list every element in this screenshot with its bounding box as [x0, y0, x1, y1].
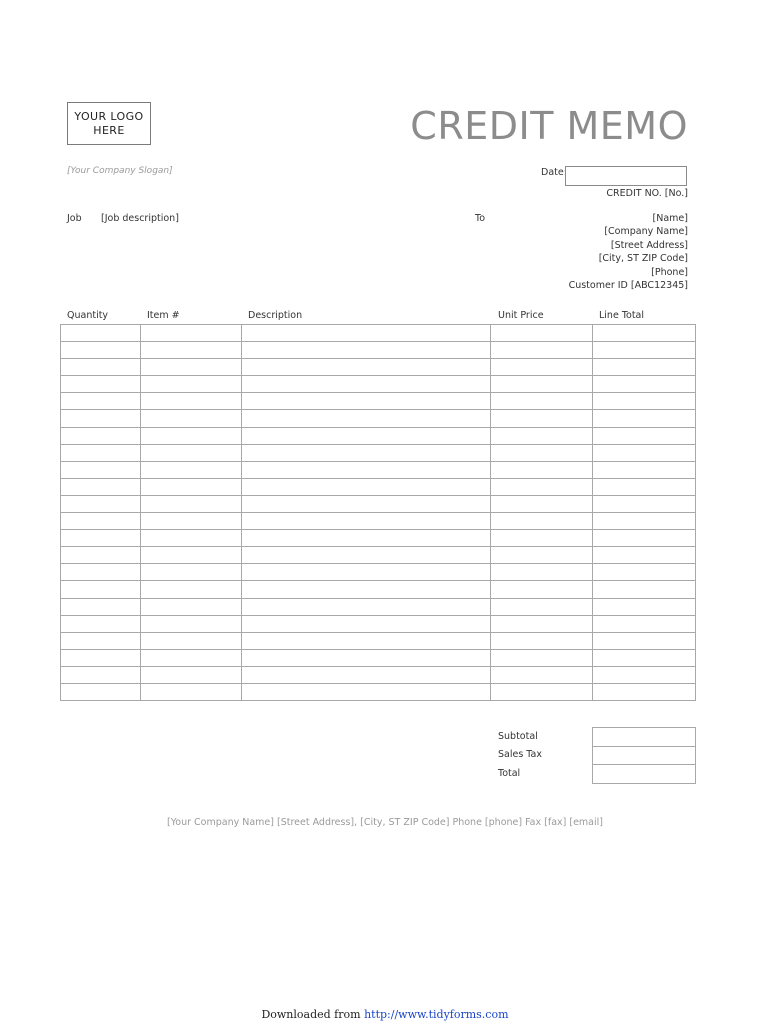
item-cell[interactable] — [141, 581, 242, 598]
recipient-phone: [Phone] — [651, 266, 688, 278]
column-header-line-total: Line Total — [599, 310, 645, 321]
quantity-cell[interactable] — [61, 547, 141, 564]
item-cell[interactable] — [141, 359, 242, 376]
line-total-cell[interactable] — [593, 581, 696, 598]
items-table-body — [61, 325, 696, 701]
description-cell[interactable] — [242, 393, 491, 410]
description-cell[interactable] — [242, 530, 491, 547]
table-row — [61, 530, 696, 547]
description-cell[interactable] — [242, 632, 491, 649]
table-row — [61, 615, 696, 632]
table-row — [61, 376, 696, 393]
description-cell[interactable] — [242, 444, 491, 461]
line-total-cell[interactable] — [593, 376, 696, 393]
description-cell[interactable] — [242, 495, 491, 512]
description-cell[interactable] — [242, 649, 491, 666]
quantity-cell[interactable] — [61, 410, 141, 427]
unit-price-cell[interactable] — [491, 564, 593, 581]
item-cell[interactable] — [141, 444, 242, 461]
line-total-cell[interactable] — [593, 530, 696, 547]
description-cell[interactable] — [242, 581, 491, 598]
date-field[interactable] — [565, 166, 687, 186]
line-total-cell[interactable] — [593, 632, 696, 649]
item-cell[interactable] — [141, 632, 242, 649]
credit-number: CREDIT NO. [No.] — [606, 188, 688, 199]
column-header-unit-price: Unit Price — [498, 310, 544, 321]
quantity-cell[interactable] — [61, 325, 141, 342]
unit-price-cell[interactable] — [491, 393, 593, 410]
item-cell[interactable] — [141, 598, 242, 615]
unit-price-cell[interactable] — [491, 410, 593, 427]
table-row — [61, 410, 696, 427]
item-cell[interactable] — [141, 393, 242, 410]
unit-price-cell[interactable] — [491, 632, 593, 649]
description-cell[interactable] — [242, 683, 491, 700]
company-slogan: [Your Company Slogan] — [67, 166, 173, 176]
description-cell[interactable] — [242, 427, 491, 444]
sales-tax-label: Sales Tax — [498, 749, 542, 760]
item-cell[interactable] — [141, 376, 242, 393]
line-total-cell[interactable] — [593, 342, 696, 359]
item-cell[interactable] — [141, 547, 242, 564]
item-cell[interactable] — [141, 530, 242, 547]
unit-price-cell[interactable] — [491, 342, 593, 359]
quantity-cell[interactable] — [61, 513, 141, 530]
line-total-cell[interactable] — [593, 410, 696, 427]
unit-price-cell[interactable] — [491, 581, 593, 598]
table-row — [61, 683, 696, 700]
description-cell[interactable] — [242, 615, 491, 632]
unit-price-cell[interactable] — [491, 547, 593, 564]
quantity-cell[interactable] — [61, 376, 141, 393]
line-total-cell[interactable] — [593, 649, 696, 666]
unit-price-cell[interactable] — [491, 615, 593, 632]
items-table — [60, 324, 696, 701]
unit-price-cell[interactable] — [491, 530, 593, 547]
download-prefix: Downloaded from — [261, 1008, 365, 1021]
quantity-cell[interactable] — [61, 342, 141, 359]
description-cell[interactable] — [242, 410, 491, 427]
description-cell[interactable] — [242, 478, 491, 495]
unit-price-cell[interactable] — [491, 376, 593, 393]
table-row — [61, 649, 696, 666]
total-label: Total — [498, 768, 521, 779]
item-cell[interactable] — [141, 513, 242, 530]
item-cell[interactable] — [141, 615, 242, 632]
quantity-cell[interactable] — [61, 632, 141, 649]
item-cell[interactable] — [141, 342, 242, 359]
job-description: [Job description] — [101, 213, 179, 224]
unit-price-cell[interactable] — [491, 359, 593, 376]
line-total-cell[interactable] — [593, 564, 696, 581]
quantity-cell[interactable] — [61, 444, 141, 461]
unit-price-cell[interactable] — [491, 666, 593, 683]
line-total-cell[interactable] — [593, 461, 696, 478]
download-note — [0, 1008, 770, 1021]
line-total-cell[interactable] — [593, 666, 696, 683]
quantity-cell[interactable] — [61, 564, 141, 581]
table-row — [61, 581, 696, 598]
unit-price-cell[interactable] — [491, 461, 593, 478]
recipient-street: [Street Address] — [610, 239, 688, 251]
logo-text: YOUR LOGO HERE — [74, 109, 144, 137]
line-total-cell[interactable] — [593, 495, 696, 512]
table-row — [61, 478, 696, 495]
item-cell[interactable] — [141, 649, 242, 666]
item-cell[interactable] — [141, 666, 242, 683]
quantity-cell[interactable] — [61, 666, 141, 683]
column-header-quantity: Quantity — [67, 310, 109, 321]
totals-table — [592, 727, 696, 784]
description-cell[interactable] — [242, 564, 491, 581]
sales-tax-field[interactable] — [593, 746, 696, 765]
job-label: Job — [67, 213, 82, 224]
unit-price-cell[interactable] — [491, 683, 593, 700]
line-total-cell[interactable] — [593, 444, 696, 461]
table-row — [61, 461, 696, 478]
table-row — [61, 393, 696, 410]
column-header-item: Item # — [147, 310, 180, 321]
quantity-cell[interactable] — [61, 649, 141, 666]
unit-price-cell[interactable] — [491, 513, 593, 530]
quantity-cell[interactable] — [61, 461, 141, 478]
item-cell[interactable] — [141, 461, 242, 478]
company-footer: [Your Company Name] [Street Address], [City, ST ZIP Code] Phone [phone] Fax [fax] [email] — [167, 817, 603, 828]
table-row — [61, 427, 696, 444]
line-total-cell[interactable] — [593, 683, 696, 700]
quantity-cell[interactable] — [61, 615, 141, 632]
table-row — [61, 666, 696, 683]
table-row — [61, 444, 696, 461]
description-cell[interactable] — [242, 513, 491, 530]
line-total-cell[interactable] — [593, 359, 696, 376]
line-total-cell[interactable] — [593, 615, 696, 632]
description-cell[interactable] — [242, 547, 491, 564]
quantity-cell[interactable] — [61, 359, 141, 376]
unit-price-cell[interactable] — [491, 495, 593, 512]
table-row — [61, 495, 696, 512]
line-total-cell[interactable] — [593, 325, 696, 342]
quantity-cell[interactable] — [61, 478, 141, 495]
to-label: To — [475, 213, 486, 224]
date-label: Date: — [541, 167, 567, 178]
table-row — [61, 325, 696, 342]
description-cell[interactable] — [242, 376, 491, 393]
unit-price-cell[interactable] — [491, 427, 593, 444]
description-cell[interactable] — [242, 461, 491, 478]
item-cell[interactable] — [141, 410, 242, 427]
unit-price-cell[interactable] — [491, 649, 593, 666]
quantity-cell[interactable] — [61, 598, 141, 615]
recipient-name: [Name] — [652, 213, 688, 224]
item-cell[interactable] — [141, 325, 242, 342]
page-title: CREDIT MEMO — [410, 104, 688, 148]
line-total-cell[interactable] — [593, 478, 696, 495]
total-field[interactable] — [593, 765, 696, 784]
line-total-cell[interactable] — [593, 427, 696, 444]
description-cell[interactable] — [242, 342, 491, 359]
description-cell[interactable] — [242, 666, 491, 683]
recipient-address — [569, 212, 688, 292]
recipient-city: [City, ST ZIP Code] — [598, 253, 688, 265]
item-cell[interactable] — [141, 564, 242, 581]
line-total-cell[interactable] — [593, 598, 696, 615]
table-row — [61, 359, 696, 376]
table-row — [61, 564, 696, 581]
unit-price-cell[interactable] — [491, 325, 593, 342]
line-total-cell[interactable] — [593, 547, 696, 564]
recipient-company: [Company Name] — [604, 226, 688, 238]
quantity-cell[interactable] — [61, 427, 141, 444]
item-cell[interactable] — [141, 495, 242, 512]
quantity-cell[interactable] — [61, 683, 141, 700]
customer-id: Customer ID [ABC12345] — [568, 280, 688, 292]
quantity-cell[interactable] — [61, 581, 141, 598]
item-cell[interactable] — [141, 427, 242, 444]
logo-placeholder — [67, 102, 151, 145]
line-total-cell[interactable] — [593, 393, 696, 410]
unit-price-cell[interactable] — [491, 478, 593, 495]
line-total-cell[interactable] — [593, 513, 696, 530]
description-cell[interactable] — [242, 598, 491, 615]
unit-price-cell[interactable] — [491, 444, 593, 461]
description-cell[interactable] — [242, 359, 491, 376]
quantity-cell[interactable] — [61, 495, 141, 512]
table-row — [61, 342, 696, 359]
table-row — [61, 547, 696, 564]
quantity-cell[interactable] — [61, 393, 141, 410]
description-cell[interactable] — [242, 325, 491, 342]
table-row — [61, 598, 696, 615]
item-cell[interactable] — [141, 478, 242, 495]
download-link[interactable]: http://www.tidyforms.com — [364, 1008, 509, 1021]
subtotal-label: Subtotal — [498, 731, 538, 742]
column-header-description: Description — [248, 310, 303, 321]
table-row — [61, 632, 696, 649]
unit-price-cell[interactable] — [491, 598, 593, 615]
table-row — [61, 513, 696, 530]
quantity-cell[interactable] — [61, 530, 141, 547]
subtotal-field[interactable] — [593, 728, 696, 747]
item-cell[interactable] — [141, 683, 242, 700]
